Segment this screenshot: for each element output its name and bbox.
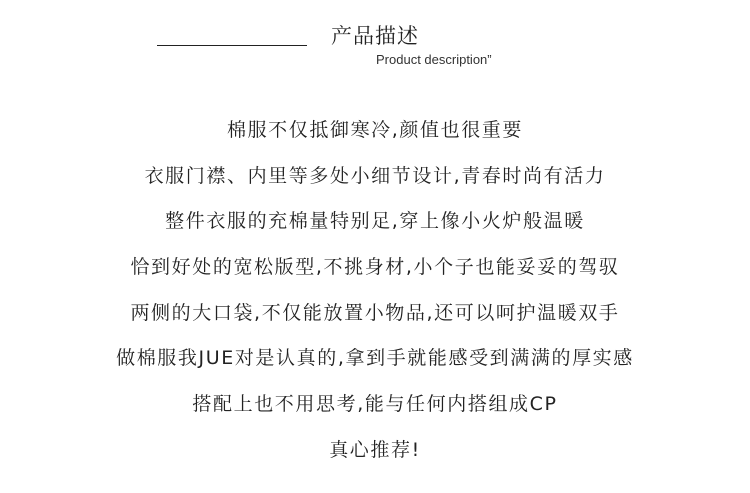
- description-line: 真心推荐!: [329, 438, 421, 461]
- description-line: 整件衣服的充棉量特别足,穿上像小火炉般温暖: [165, 210, 585, 233]
- product-description-text: [0, 112, 750, 478]
- description-line: 做棉服我JUE对是认真的,拿到手就能感受到满满的厚实感: [116, 347, 634, 370]
- description-line: 两侧的大口袋,不仅能放置小物品,还可以呵护温暖双手: [130, 301, 620, 324]
- section-subtitle: Product description”: [376, 52, 492, 67]
- description-line: 衣服门襟、内里等多处小细节设计,青春时尚有活力: [144, 164, 606, 187]
- header-divider-line: [157, 45, 307, 46]
- section-title: 产品描述: [331, 24, 419, 48]
- description-line: 恰到好处的宽松版型,不挑身材,小个子也能妥妥的驾驭: [130, 256, 620, 279]
- section-header: [0, 0, 750, 80]
- description-line: 搭配上也不用思考,能与任何内搭组成CP: [192, 393, 558, 416]
- description-line: 棉服不仅抵御寒冷,颜值也很重要: [226, 119, 524, 141]
